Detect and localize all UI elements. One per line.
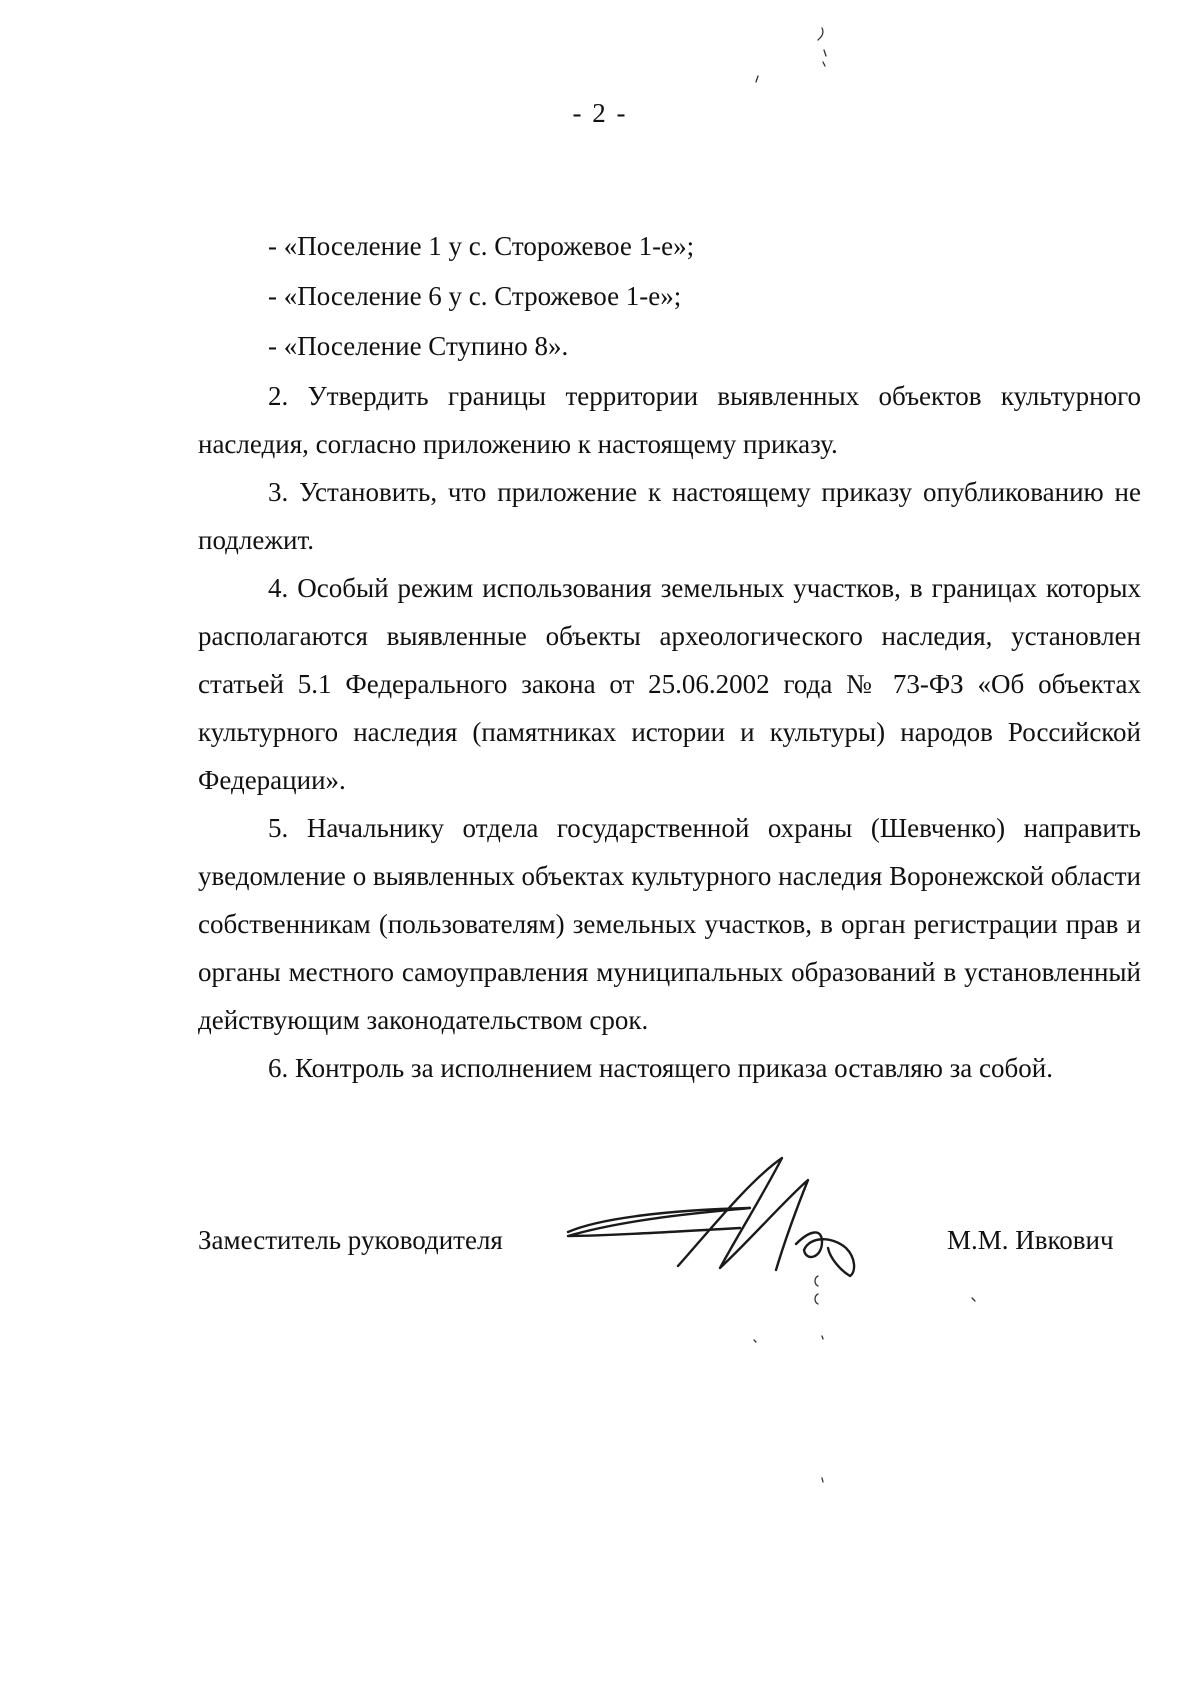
paragraph-item-3: 3. Установить, что приложение к настоящему приказу опубликованию не подлежит.	[198, 477, 1141, 555]
handwritten-signature	[560, 1140, 880, 1290]
paragraph-item-5: 5. Начальнику отдела государственной охраны (Шевченко) направить уведомление о выявленных объектах культурного наследия Воронежской области собственникам (пользователям) земельных участков, в орган регистрации прав и органы местного самоуправления муниципальных образований в установленный действующим законодательством срок.	[198, 813, 1141, 1035]
paragraph-item-2: 2. Утвердить границы территории выявленных объектов культурного наследия, согласно приложению к настоящему приказу.	[198, 381, 1141, 459]
paragraph-item-4: 4. Особый режим использования земельных участков, в границах которых располагаются выявленные объекты археологического наследия, установлен статьей 5.1 Федерального закона от 25.06.2002 года № 73-ФЗ «Об объектах культурного наследия (памятниках истории и культуры) народов Российской Федерации».	[198, 573, 1141, 795]
list-item: - «Поселение 6 у с. Строжевое 1-е»;	[268, 281, 682, 311]
list-item: - «Поселение 1 у с. Сторожевое 1-е»;	[268, 231, 695, 261]
signature-block	[198, 1225, 1141, 1265]
signer-title: Заместитель руководителя	[198, 1225, 503, 1255]
document-body	[198, 222, 1141, 1092]
list-item: - «Поселение Ступино 8».	[268, 331, 569, 361]
paragraph-item-6: 6. Контроль за исполнением настоящего приказа оставляю за собой.	[268, 1053, 1053, 1083]
signer-name: М.М. Ивкович	[947, 1225, 1114, 1255]
page-number: - 2 -	[572, 98, 628, 128]
